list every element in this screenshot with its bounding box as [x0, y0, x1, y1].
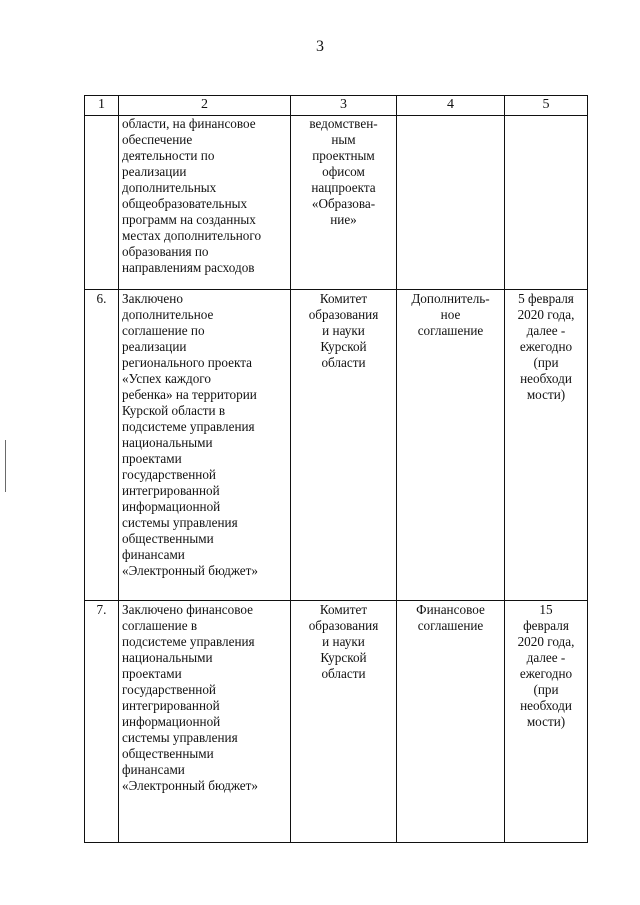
deadline-cell	[505, 601, 588, 843]
cell-line: ное	[440, 307, 461, 322]
header-cell: 5	[505, 96, 588, 116]
cell-line: интегрированной	[122, 483, 220, 498]
cell-line: «Успех каждого	[122, 371, 211, 386]
cell-line: национальными	[122, 650, 213, 665]
cell-line: интегрированной	[122, 698, 220, 713]
row-number	[85, 116, 119, 290]
table-row	[85, 601, 588, 843]
cell-line: ведомствен-	[309, 116, 378, 131]
table-row	[85, 290, 588, 601]
header-cell: 4	[397, 96, 505, 116]
responsible-cell	[291, 116, 397, 290]
cell-line: регионального проекта	[122, 355, 253, 370]
cell-line: необходи	[520, 371, 572, 386]
document-cell	[397, 601, 505, 843]
cell-line: области	[321, 355, 366, 370]
cell-line: «Электронный бюджет»	[122, 563, 258, 578]
cell-line: дополнительное	[122, 307, 214, 322]
cell-line: мости)	[526, 714, 566, 729]
cell-line: соглашение	[417, 618, 484, 633]
cell-line: Комитет	[319, 291, 368, 306]
plan-table	[84, 95, 588, 843]
cell-line: общественными	[122, 531, 214, 546]
cell-line: деятельности по	[122, 148, 215, 163]
cell-line: дополнительных	[122, 180, 217, 195]
cell-line: финансами	[122, 547, 185, 562]
event-cell	[119, 116, 291, 290]
cell-line: образования	[308, 618, 379, 633]
cell-line: Заключено финансовое	[122, 602, 253, 617]
deadline-cell	[505, 290, 588, 601]
cell-line: необходи	[520, 698, 572, 713]
cell-line: ным	[331, 132, 356, 147]
cell-line: 2020 года,	[517, 307, 575, 322]
cell-line: информационной	[122, 499, 221, 514]
cell-line: нацпроекта	[311, 180, 376, 195]
cell-line: Заключено	[122, 291, 183, 306]
cell-line: мости)	[526, 387, 566, 402]
cell-line: офисом	[322, 164, 365, 179]
row-number: 7.	[85, 601, 119, 843]
event-cell	[119, 601, 291, 843]
cell-line: Курской области в	[122, 403, 226, 418]
cell-line: ребенка» на территории	[122, 387, 257, 402]
cell-line: проектным	[312, 148, 375, 163]
event-cell	[119, 290, 291, 601]
document-cell	[397, 290, 505, 601]
cell-line: подсистеме управления	[122, 419, 255, 434]
cell-line: области, на финансовое	[122, 116, 256, 131]
document-cell	[397, 116, 505, 290]
cell-line: (при	[533, 355, 559, 370]
cell-line: ние»	[330, 212, 357, 227]
responsible-cell	[291, 290, 397, 601]
cell-line: финансами	[122, 762, 185, 777]
cell-line: общеобразовательных	[122, 196, 248, 211]
cell-line: Курской	[320, 339, 367, 354]
cell-line: и науки	[322, 634, 365, 649]
cell-line: и науки	[322, 323, 365, 338]
cell-line: проектами	[122, 666, 182, 681]
cell-line: обеспечение	[122, 132, 193, 147]
cell-line: Дополнитель-	[411, 291, 490, 306]
cell-line: (при	[533, 682, 559, 697]
cell-line: системы управления	[122, 730, 238, 745]
cell-line: Финансовое	[416, 602, 485, 617]
cell-line: подсистеме управления	[122, 634, 255, 649]
cell-line: соглашение	[417, 323, 484, 338]
cell-line: образования	[308, 307, 379, 322]
cell-line: образования по	[122, 244, 209, 259]
deadline-cell	[505, 116, 588, 290]
cell-line: реализации	[122, 164, 187, 179]
table-row	[85, 116, 588, 290]
cell-line: «Электронный бюджет»	[122, 778, 258, 793]
cell-line: информационной	[122, 714, 221, 729]
cell-line: 2020 года,	[517, 634, 575, 649]
cell-line: Курской	[320, 650, 367, 665]
cell-line: ежегодно	[519, 339, 573, 354]
header-cell: 3	[291, 96, 397, 116]
page-number: 3	[316, 38, 324, 55]
cell-line: системы управления	[122, 515, 238, 530]
cell-line: программ на созданных	[122, 212, 256, 227]
cell-line: ежегодно	[519, 666, 573, 681]
cell-line: соглашение по	[122, 323, 205, 338]
cell-line: национальными	[122, 435, 213, 450]
cell-line: далее -	[526, 650, 566, 665]
cell-line: области	[321, 666, 366, 681]
cell-line: государственной	[122, 682, 216, 697]
cell-line: общественными	[122, 746, 214, 761]
row-number: 6.	[85, 290, 119, 601]
margin-mark	[5, 440, 6, 492]
cell-line: проектами	[122, 451, 182, 466]
header-cell: 2	[119, 96, 291, 116]
table-header-row	[85, 96, 588, 116]
cell-line: государственной	[122, 467, 216, 482]
cell-line: реализации	[122, 339, 187, 354]
cell-line: соглашение в	[122, 618, 198, 633]
cell-line: 15	[539, 602, 553, 617]
cell-line: 5 февраля	[518, 291, 574, 306]
cell-line: далее -	[526, 323, 566, 338]
cell-line: направлениям расходов	[122, 260, 255, 275]
cell-line: Комитет	[319, 602, 368, 617]
header-cell: 1	[85, 96, 119, 116]
cell-line: «Образова-	[311, 196, 376, 211]
cell-line: февраля	[523, 618, 569, 633]
responsible-cell	[291, 601, 397, 843]
cell-line: местах дополнительного	[122, 228, 262, 243]
